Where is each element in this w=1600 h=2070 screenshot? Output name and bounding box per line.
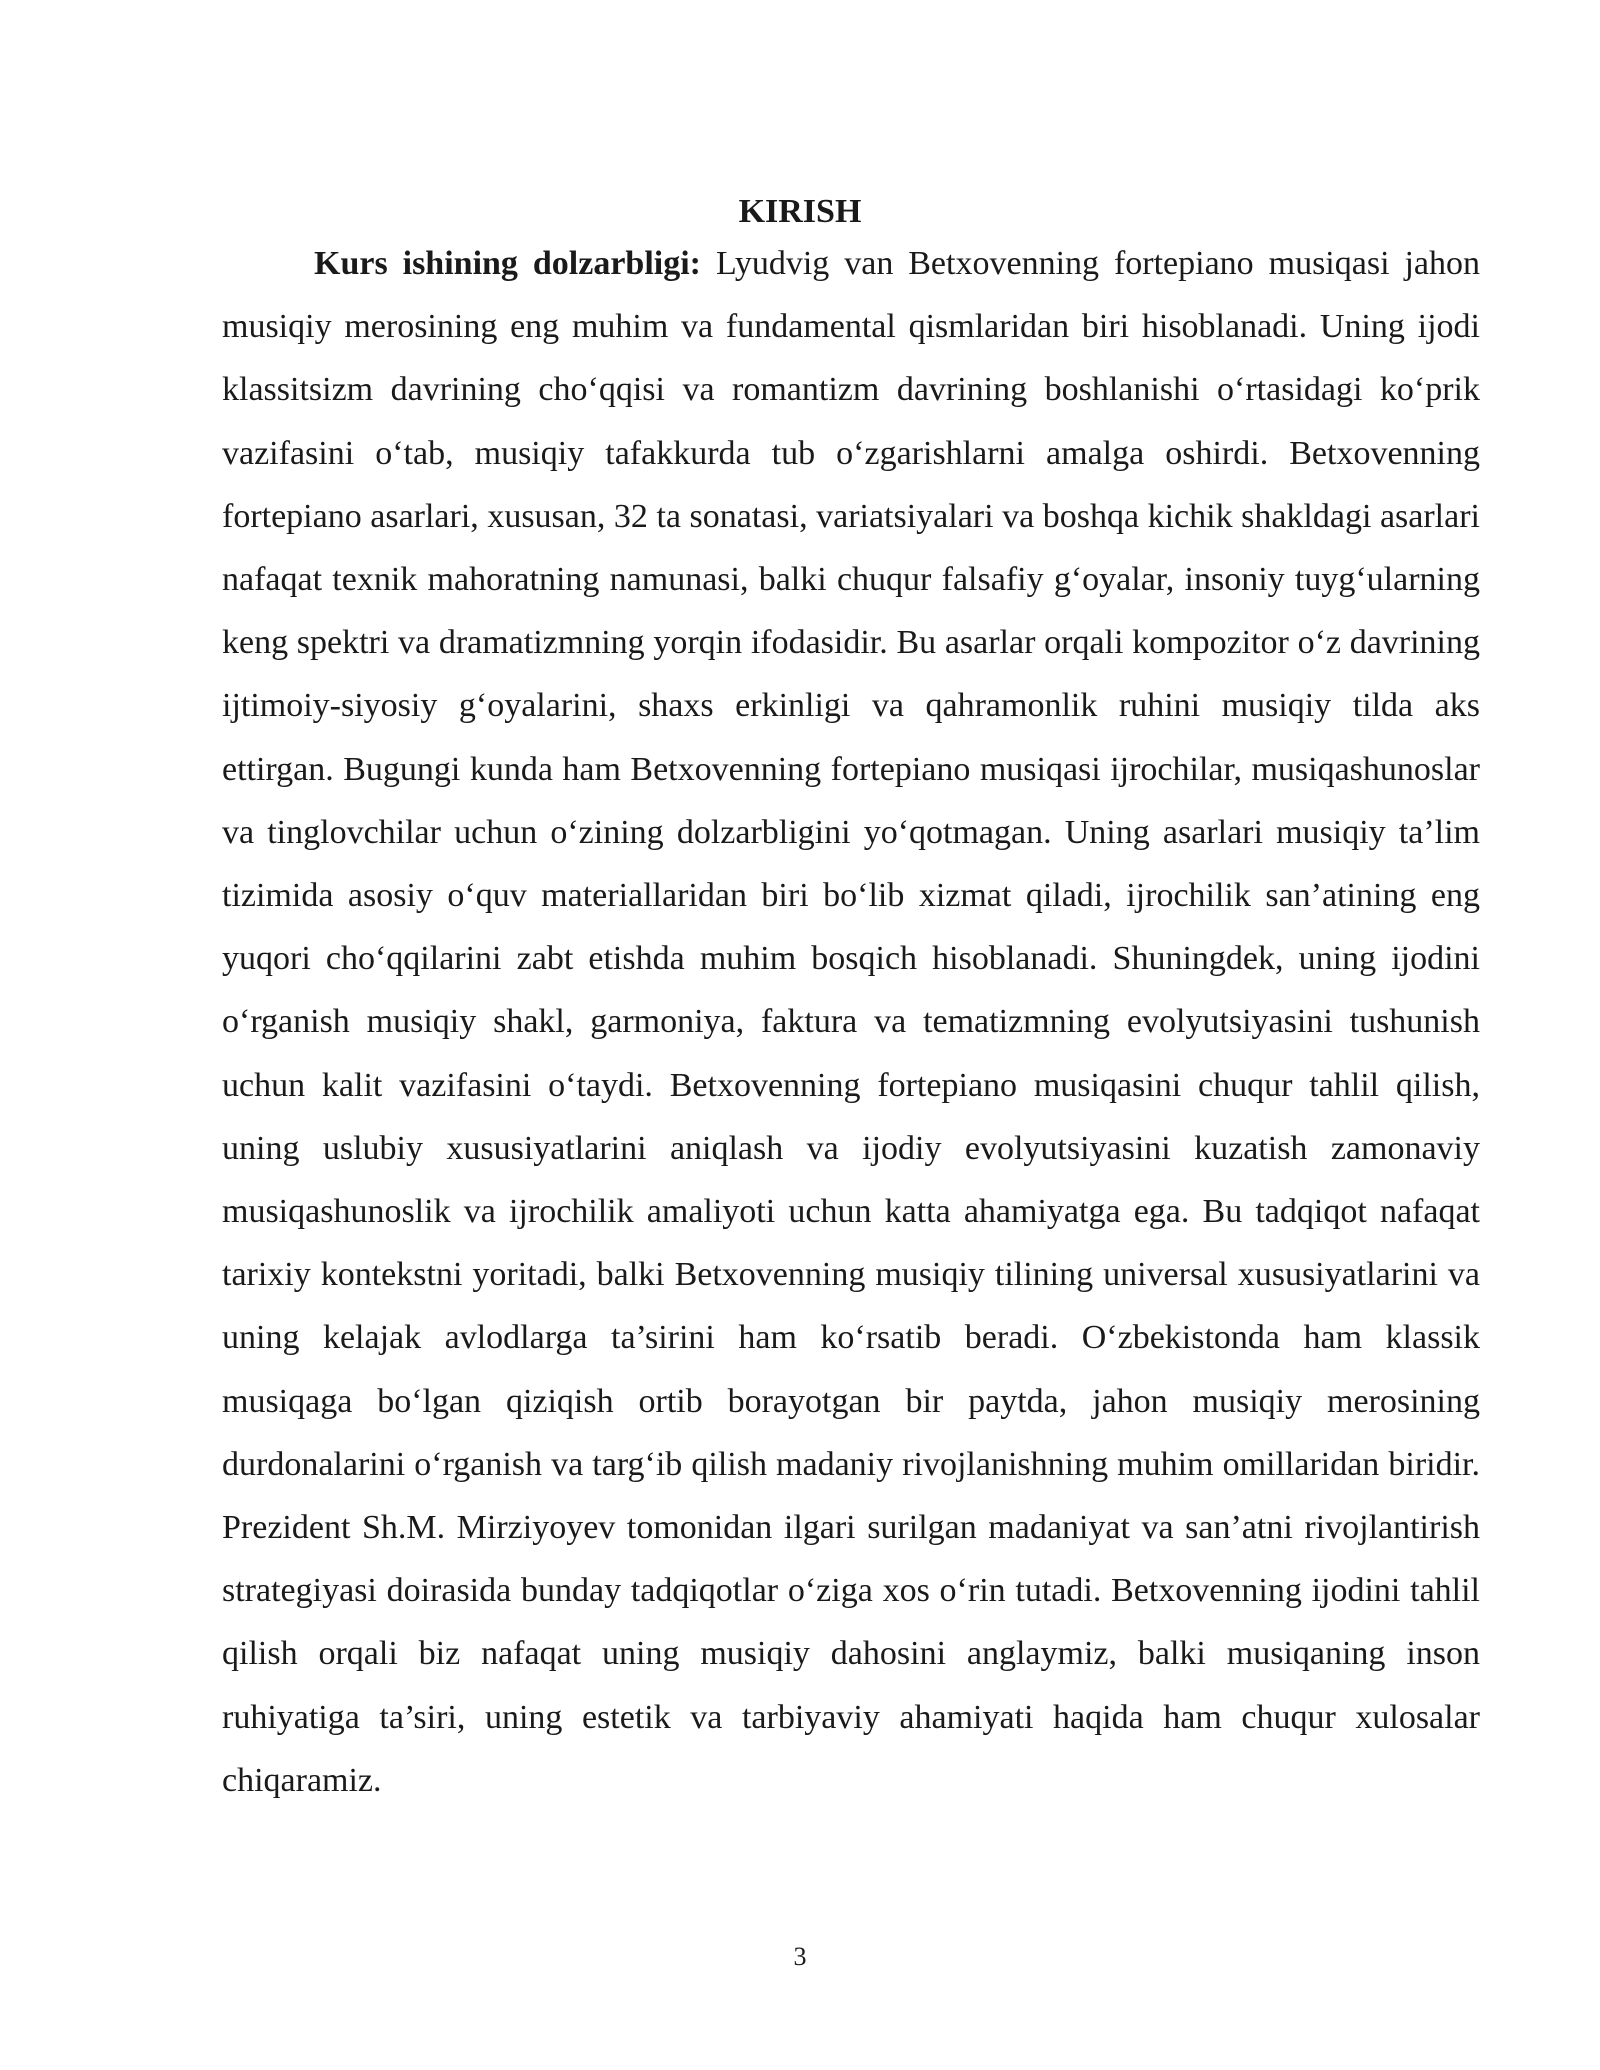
body-paragraph xyxy=(222,232,1480,1812)
lead-label: Kurs ishining dolzarbligi: xyxy=(314,245,701,282)
paragraph-text: Lyudvig van Betxovenning fortepiano musiqasi jahon musiqiy merosining eng muhim va fundamental qismlaridan biri hisoblanadi. Uning ijodi klassitsizm davrining cho‘qqisi va romantizm davrining boshlanishi o‘rtasidagi ko‘prik vazifasini o‘tab, musiqiy tafakkurda tub o‘zgarishlarni amalga oshirdi. Betxovenning fortepiano asarlari, xususan, 32 ta sonatasi, variatsiyalari va boshqa kichik shakldagi asarlari nafaqat texnik mahoratning namunasi, balki chuqur falsafiy g‘oyalar, insoniy tuyg‘ularning keng spektri va dramatizmning yorqin ifodasidir. Bu asarlar orqali kompozitor o‘z davrining ijtimoiy-siyosiy g‘oyalarini, shaxs erkinligi va qahramonlik ruhini musiqiy tilda aks ettirgan. Bugungi kunda ham Betxovenning fortepiano musiqasi ijrochilar, musiqashunoslar va tinglovchilar uchun o‘zining dolzarbligini yo‘qotmagan. Uning asarlari musiqiy ta’lim tizimida asosiy o‘quv materiallaridan biri bo‘lib xizmat qiladi, ijrochilik san’atining eng yuqori cho‘qqilarini zabt etishda muhim bosqich hisoblanadi. Shuningdek, uning ijodini o‘rganish musiqiy shakl, garmoniya, faktura va tematizmning evolyutsiyasini tushunish uchun kalit vazifasini o‘taydi. Betxovenning fortepiano musiqasini chuqur tahlil qilish, uning uslubiy xususiyatlarini aniqlash va ijodiy evolyutsiyasini kuzatish zamonaviy musiqashunoslik va ijrochilik amaliyoti uchun katta ahamiyatga ega. Bu tadqiqot nafaqat tarixiy kontekstni yoritadi, balki Betxovenning musiqiy tilining universal xususiyatlarini va uning kelajak avlodlarga ta’sirini ham ko‘rsatib beradi. O‘zbekistonda ham klassik musiqaga bo‘lgan qiziqish ortib borayotgan bir paytda, jahon musiqiy merosining durdonalarini o‘rganish va targ‘ib qilish madaniy rivojlanishning muhim omillaridan biridir. Prezident Sh.M. Mirziyoyev tomonidan ilgari surilgan madaniyat va san’atni rivojlantirish strategiyasi doirasida bunday tadqiqotlar o‘ziga xos o‘rin tutadi. Betxovenning ijodini tahlil qilish orqali biz nafaqat uning musiqiy dahosini anglaymiz, balki musiqaning inson ruhiyatiga ta’siri, uning estetik va tarbiyaviy ahamiyati haqida ham chuqur xulosalar chiqaramiz. xyxy=(222,245,1480,1799)
page-number: 3 xyxy=(793,1942,807,1971)
section-title: KIRISH xyxy=(738,193,862,230)
